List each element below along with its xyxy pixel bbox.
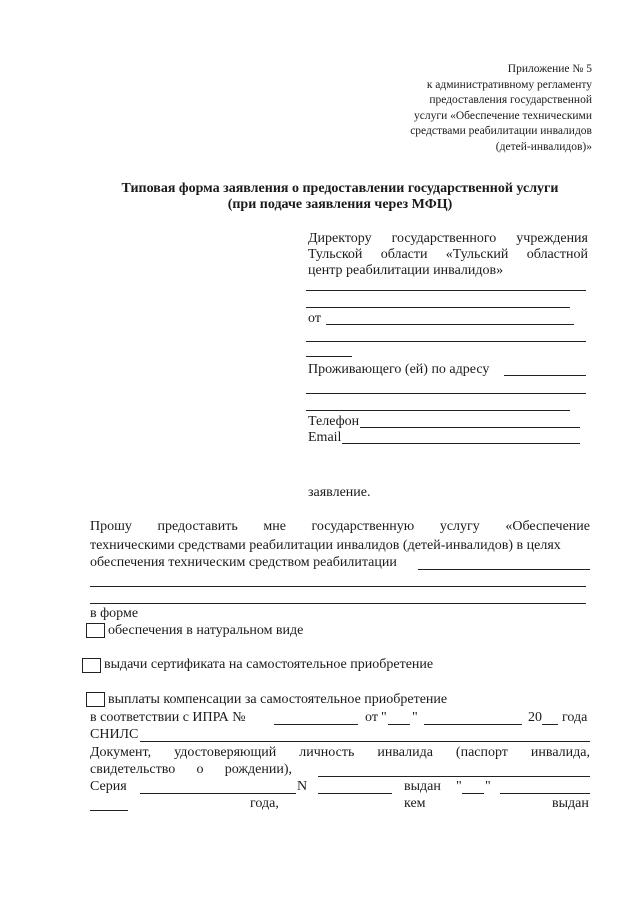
series-field[interactable] bbox=[140, 793, 296, 794]
snils-label: СНИЛС bbox=[90, 727, 139, 742]
ipra-quote-open: " bbox=[381, 710, 387, 725]
option-certificate-label: выдачи сертификата на самостоятельное приобретение bbox=[104, 657, 434, 672]
number-label: N bbox=[297, 779, 308, 794]
addressee-line-3: центр реабилитации инвалидов» bbox=[308, 263, 504, 278]
option-certificate-checkbox[interactable] bbox=[82, 658, 101, 673]
appendix-line-2: предоставления государственной bbox=[429, 94, 592, 107]
issued-quote-close: " bbox=[485, 779, 491, 794]
addressee-blank-2[interactable] bbox=[306, 307, 570, 308]
year-label: года, bbox=[250, 796, 279, 811]
option-natural-label: обеспечения в натуральном виде bbox=[108, 623, 304, 638]
appendix-header bbox=[332, 62, 592, 156]
issued-month-field[interactable] bbox=[500, 793, 590, 794]
option-natural-checkbox[interactable] bbox=[86, 623, 105, 638]
statement-word: заявление. bbox=[308, 485, 371, 500]
from-name-field-3[interactable] bbox=[306, 356, 352, 357]
appendix-line-5: (детей-инвалидов)» bbox=[495, 140, 592, 153]
issued-label: выдан bbox=[404, 779, 441, 794]
ipra-from-label: от bbox=[365, 710, 378, 725]
ipra-number-field[interactable] bbox=[274, 724, 358, 725]
ipra-year-prefix: 20 bbox=[528, 710, 542, 725]
phone-label: Телефон bbox=[308, 414, 360, 429]
from-label: от bbox=[308, 311, 321, 326]
residence-field-3[interactable] bbox=[306, 410, 570, 411]
appendix-line-1: к административному регламенту bbox=[426, 78, 592, 91]
option-compensation-label: выплаты компенсации за самостоятельное приобретение bbox=[108, 692, 448, 707]
appendix-line-4: средствами реабилитации инвалидов bbox=[410, 125, 592, 138]
appendix-number: Приложение № 5 bbox=[507, 63, 592, 75]
ipra-prefix: в соответствии с ИПРА № bbox=[90, 710, 246, 725]
tsr-field-3[interactable] bbox=[90, 603, 586, 604]
ipra-day-field[interactable] bbox=[388, 724, 410, 725]
addressee-line-1: Директору государственного учреждения bbox=[308, 231, 588, 246]
ipra-year-field[interactable] bbox=[542, 724, 558, 725]
from-name-field[interactable] bbox=[326, 324, 574, 325]
document-type-field[interactable] bbox=[318, 776, 590, 777]
phone-field[interactable] bbox=[360, 427, 580, 428]
addressee-line-2: Тульской области «Тульский областной bbox=[308, 247, 588, 262]
request-line-3: обеспечения техническим средством реабилитации bbox=[90, 555, 397, 570]
residence-field-2[interactable] bbox=[306, 393, 586, 394]
tsr-field-2[interactable] bbox=[90, 586, 586, 587]
option-compensation-checkbox[interactable] bbox=[86, 692, 105, 707]
number-field[interactable] bbox=[318, 793, 392, 794]
issued-day-field[interactable] bbox=[462, 793, 484, 794]
issued-end-label: выдан bbox=[552, 796, 589, 811]
request-line-2: техническими средствами реабилитации инвалидов (детей-инвалидов) в целях bbox=[90, 538, 561, 553]
form-label: в форме bbox=[90, 606, 139, 621]
by-whom-label: кем bbox=[404, 796, 426, 811]
issued-year-field[interactable] bbox=[90, 810, 128, 811]
email-field[interactable] bbox=[342, 443, 580, 444]
ipra-month-field[interactable] bbox=[424, 724, 522, 725]
document-line-2: свидетельство о рождении), bbox=[90, 762, 292, 777]
document-line-1: Документ, удостоверяющий личность инвалида (паспорт инвалида, bbox=[90, 745, 590, 760]
request-line-1: Прошу предоставить мне государственную услугу «Обеспечение bbox=[90, 519, 590, 534]
ipra-year-suffix: года bbox=[562, 710, 588, 725]
residence-field-1[interactable] bbox=[504, 375, 586, 376]
email-label: Email bbox=[308, 430, 342, 445]
document-title-line-1: Типовая форма заявления о предоставлении государственной услуги bbox=[121, 181, 559, 196]
ipra-quote-close: " bbox=[412, 710, 418, 725]
series-label: Серия bbox=[90, 779, 127, 794]
residence-label: Проживающего (ей) по адресу bbox=[308, 362, 490, 377]
tsr-field-1[interactable] bbox=[418, 569, 590, 570]
snils-field[interactable] bbox=[140, 741, 590, 742]
addressee-blank-1[interactable] bbox=[306, 290, 586, 291]
appendix-line-3: услуги «Обеспечение техническими bbox=[414, 109, 592, 122]
issued-quote-open: " bbox=[456, 779, 462, 794]
document-title bbox=[40, 181, 640, 213]
from-name-field-2[interactable] bbox=[306, 341, 586, 342]
document-title-line-2: (при подаче заявления через МФЦ) bbox=[227, 197, 453, 212]
